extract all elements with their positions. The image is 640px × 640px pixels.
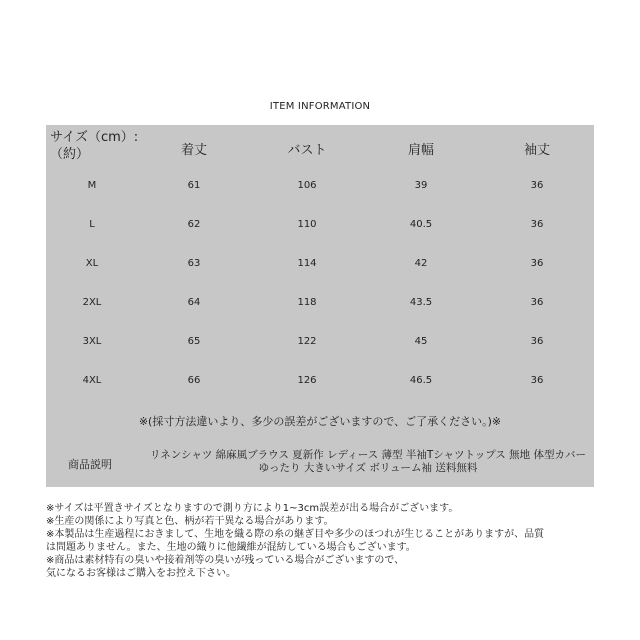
row-size: XL: [85, 258, 99, 269]
note-line: ※生産の関係により写真と色、柄が若干異なる場合があります。: [46, 516, 334, 527]
row-size: 4XL: [82, 375, 102, 386]
cell-shoulder: 42: [414, 258, 428, 269]
row-size: 3XL: [82, 336, 102, 347]
cell-bust: 126: [297, 375, 317, 386]
cell-bust: 110: [297, 219, 317, 230]
cell-bust: 122: [297, 336, 317, 347]
cell-sleeve: 36: [530, 219, 544, 230]
description-text: リネンシャツ 綿麻風ブラウス 夏新作 レディース 薄型 半袖Tシャツトップス 無地 体型カバー ゆったり 大きいサイズ ボリューム袖 送料無料: [150, 449, 586, 474]
cell-length: 63: [187, 258, 201, 269]
header-bust: バスト: [287, 143, 327, 158]
cell-shoulder: 45: [414, 336, 428, 347]
note-line: ※商品は素材特有の臭いや接着剤等の臭いが残っている場合がございますので、: [46, 555, 405, 566]
cell-length: 62: [187, 219, 201, 230]
note-line: は問題ありません。また、生地の織りに他繊維が混紡している場合もございます。: [46, 542, 416, 553]
notes-section: [46, 502, 606, 580]
cell-sleeve: 36: [530, 336, 544, 347]
cell-shoulder: 43.5: [409, 297, 433, 308]
measurement-note: ※(採寸方法違いより、多少の誤差がございますので、ご了承ください。)※: [138, 415, 502, 428]
size-table-panel: [46, 125, 594, 487]
page-title: ITEM INFORMATION: [269, 101, 371, 112]
note-line: 気になるお客様はご購入をお控え下さい。: [46, 568, 236, 579]
note-line: ※サイズは平置きサイズとなりますので測り方により1~3cm誤差が出る場合がございます。: [46, 503, 459, 514]
size-column-header: [50, 129, 146, 163]
cell-length: 64: [187, 297, 201, 308]
cell-sleeve: 36: [530, 180, 544, 191]
cell-sleeve: 36: [530, 375, 544, 386]
row-size: L: [89, 219, 95, 230]
row-size: 2XL: [82, 297, 102, 308]
row-size: M: [87, 180, 97, 191]
cell-shoulder: 46.5: [409, 375, 433, 386]
header-shoulder: 肩幅: [407, 143, 434, 158]
note-line: ※本製品は生産過程におきまして、生地を織る際の糸の継ぎ目や多少のほつれが生じることがありますが、品質: [46, 529, 545, 540]
description-label: 商品説明: [68, 458, 112, 471]
cell-bust: 114: [297, 258, 317, 269]
cell-length: 61: [187, 180, 201, 191]
header-sleeve: 袖丈: [523, 143, 550, 158]
cell-length: 65: [187, 336, 201, 347]
cell-sleeve: 36: [530, 258, 544, 269]
size-header-line2: （約）: [50, 147, 90, 162]
cell-sleeve: 36: [530, 297, 544, 308]
cell-bust: 106: [297, 180, 317, 191]
cell-shoulder: 39: [414, 180, 428, 191]
size-header-line1: サイズ（cm）:: [50, 130, 139, 145]
cell-bust: 118: [297, 297, 317, 308]
cell-shoulder: 40.5: [409, 219, 433, 230]
cell-length: 66: [187, 375, 201, 386]
header-length: 着丈: [180, 143, 207, 158]
